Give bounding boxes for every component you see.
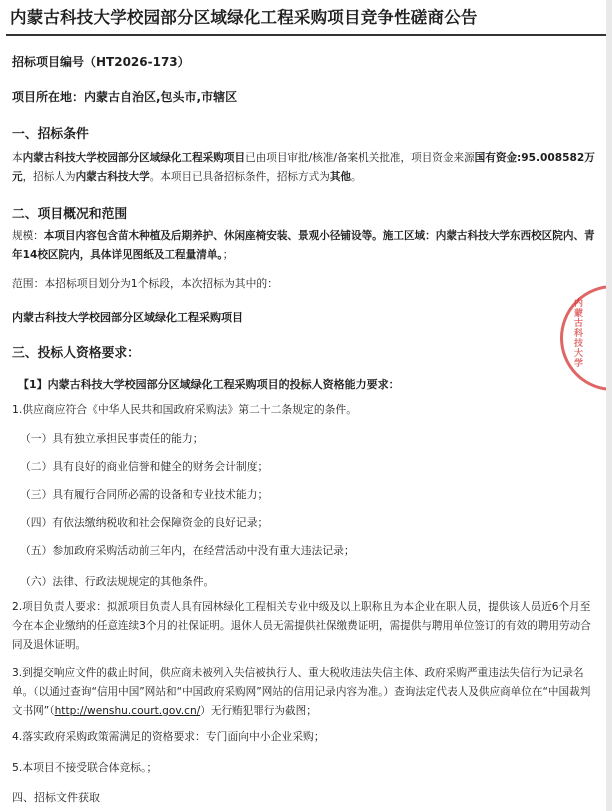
section-3-heading: 三、投标人资格要求： [12,346,140,361]
section-2-range: 范围：本招标项目划分为1个标段，本次招标为其中的： [12,277,278,290]
requirement-1-item-3: （三）具有履行合同所必需的设备和专业技术能力； [20,488,269,501]
section-2-heading: 二、项目概况和范围 [12,207,128,222]
requirement-1-item-6: （六）法律、行政法规规定的其他条件。 [20,575,215,588]
requirement-1-item-2: （二）具有良好的商业信誉和健全的财务会计制度； [20,460,269,473]
stamp-text: 内蒙古科技大学 [572,298,582,368]
s1-text-e: ，招标人为 [22,171,76,183]
title-divider [6,34,606,36]
scan-edge [606,0,612,811]
section-2-project-name: 内蒙古科技大学校园部分区域绿化工程采购项目 [12,311,243,324]
requirement-5: 5.本项目不接受联合体竞标。； [12,761,158,774]
requirement-1: 1.供应商应符合《中华人民共和国政府采购法》第二十二条规定的条件。 [12,403,358,416]
requirement-3-text-b: ）无行贿犯罪行为截图； [200,705,317,717]
s1-funding: 国有资金:95.008582万元 [12,152,595,183]
requirement-1-item-4: （四）有依法缴纳税收和社会保障资金的良好记录； [20,516,269,529]
requirement-1-item-1: （一）具有独立承担民事责任的能力； [20,432,204,445]
wenshu-link[interactable]: http://wenshu.court.gov.cn/ [54,705,201,717]
s1-text-g: 。本项目已具备招标条件，招标方式为 [149,171,330,183]
section-1-heading: 一、招标条件 [12,127,89,142]
s1-project-name: 内蒙古科技大学校园部分区域绿化工程采购项目 [22,152,246,164]
page-title: 内蒙古科技大学校园部分区域绿化工程采购项目竞争性磋商公告 [10,8,478,27]
red-seal-stamp [560,285,612,391]
section-4-heading: 四、招标文件获取 [12,791,100,804]
requirement-4: 4.落实政府采购政策需满足的资格要求：专门面向中小企业采购； [12,730,325,743]
section-1-paragraph [12,149,600,187]
s1-text-c: 已由项目审批/核准/备案机关批准，项目资金来源 [245,152,475,164]
requirement-1-item-5: （五）参加政府采购活动前三年内，在经营活动中没有重大违法记录； [20,544,355,557]
s2-scale-label: 规模： [12,230,44,242]
project-location: 项目所在地：内蒙古自治区,包头市,市辖区 [12,90,238,104]
s2-scale-text: 本项目内容包含苗木种植及后期养护、休闲座椅安装、景观小径铺设等。施工区域：内蒙古科技大学东西校区院内、青年14校区院内，具体详见图纸及工程量清单。 [12,230,595,261]
s1-text-a: 本 [12,152,23,164]
requirement-3 [12,664,600,721]
s2-scale-end: ； [222,249,234,261]
s1-text-i: 。 [351,171,362,183]
s1-tenderer: 内蒙古科技大学 [75,171,150,183]
requirement-2: 2.项目负责人要求：拟派项目负责人具有园林绿化工程相关专业中级及以上职称且为本企业在职人员，提供该人员近6个月至今在本企业缴纳的任意连续3个月的社保证明。退休人员无需提供社保缴费证明，需提供与聘用单位签订的有效的聘用劳动合同及退休证明。 [12,601,591,651]
s1-method: 其他 [329,171,351,183]
section-2-scale [12,227,600,265]
project-number: 招标项目编号（HT2026-173） [12,55,190,69]
requirement-3-text-a: 3.到提交响应文件的截止时间，供应商未被列入失信被执行人、重大税收违法失信主体、政府采购严重违法失信行为记录名单。（以通过查询“信用中国”网站和“中国政府采购网”网站的信用记录内容为准。）查询法定代表人及供应商单位在“中国裁判文书网”（ [12,667,591,717]
section-3-subheading: 【1】内蒙古科技大学校园部分区域绿化工程采购项目的投标人资格能力要求： [18,378,400,391]
